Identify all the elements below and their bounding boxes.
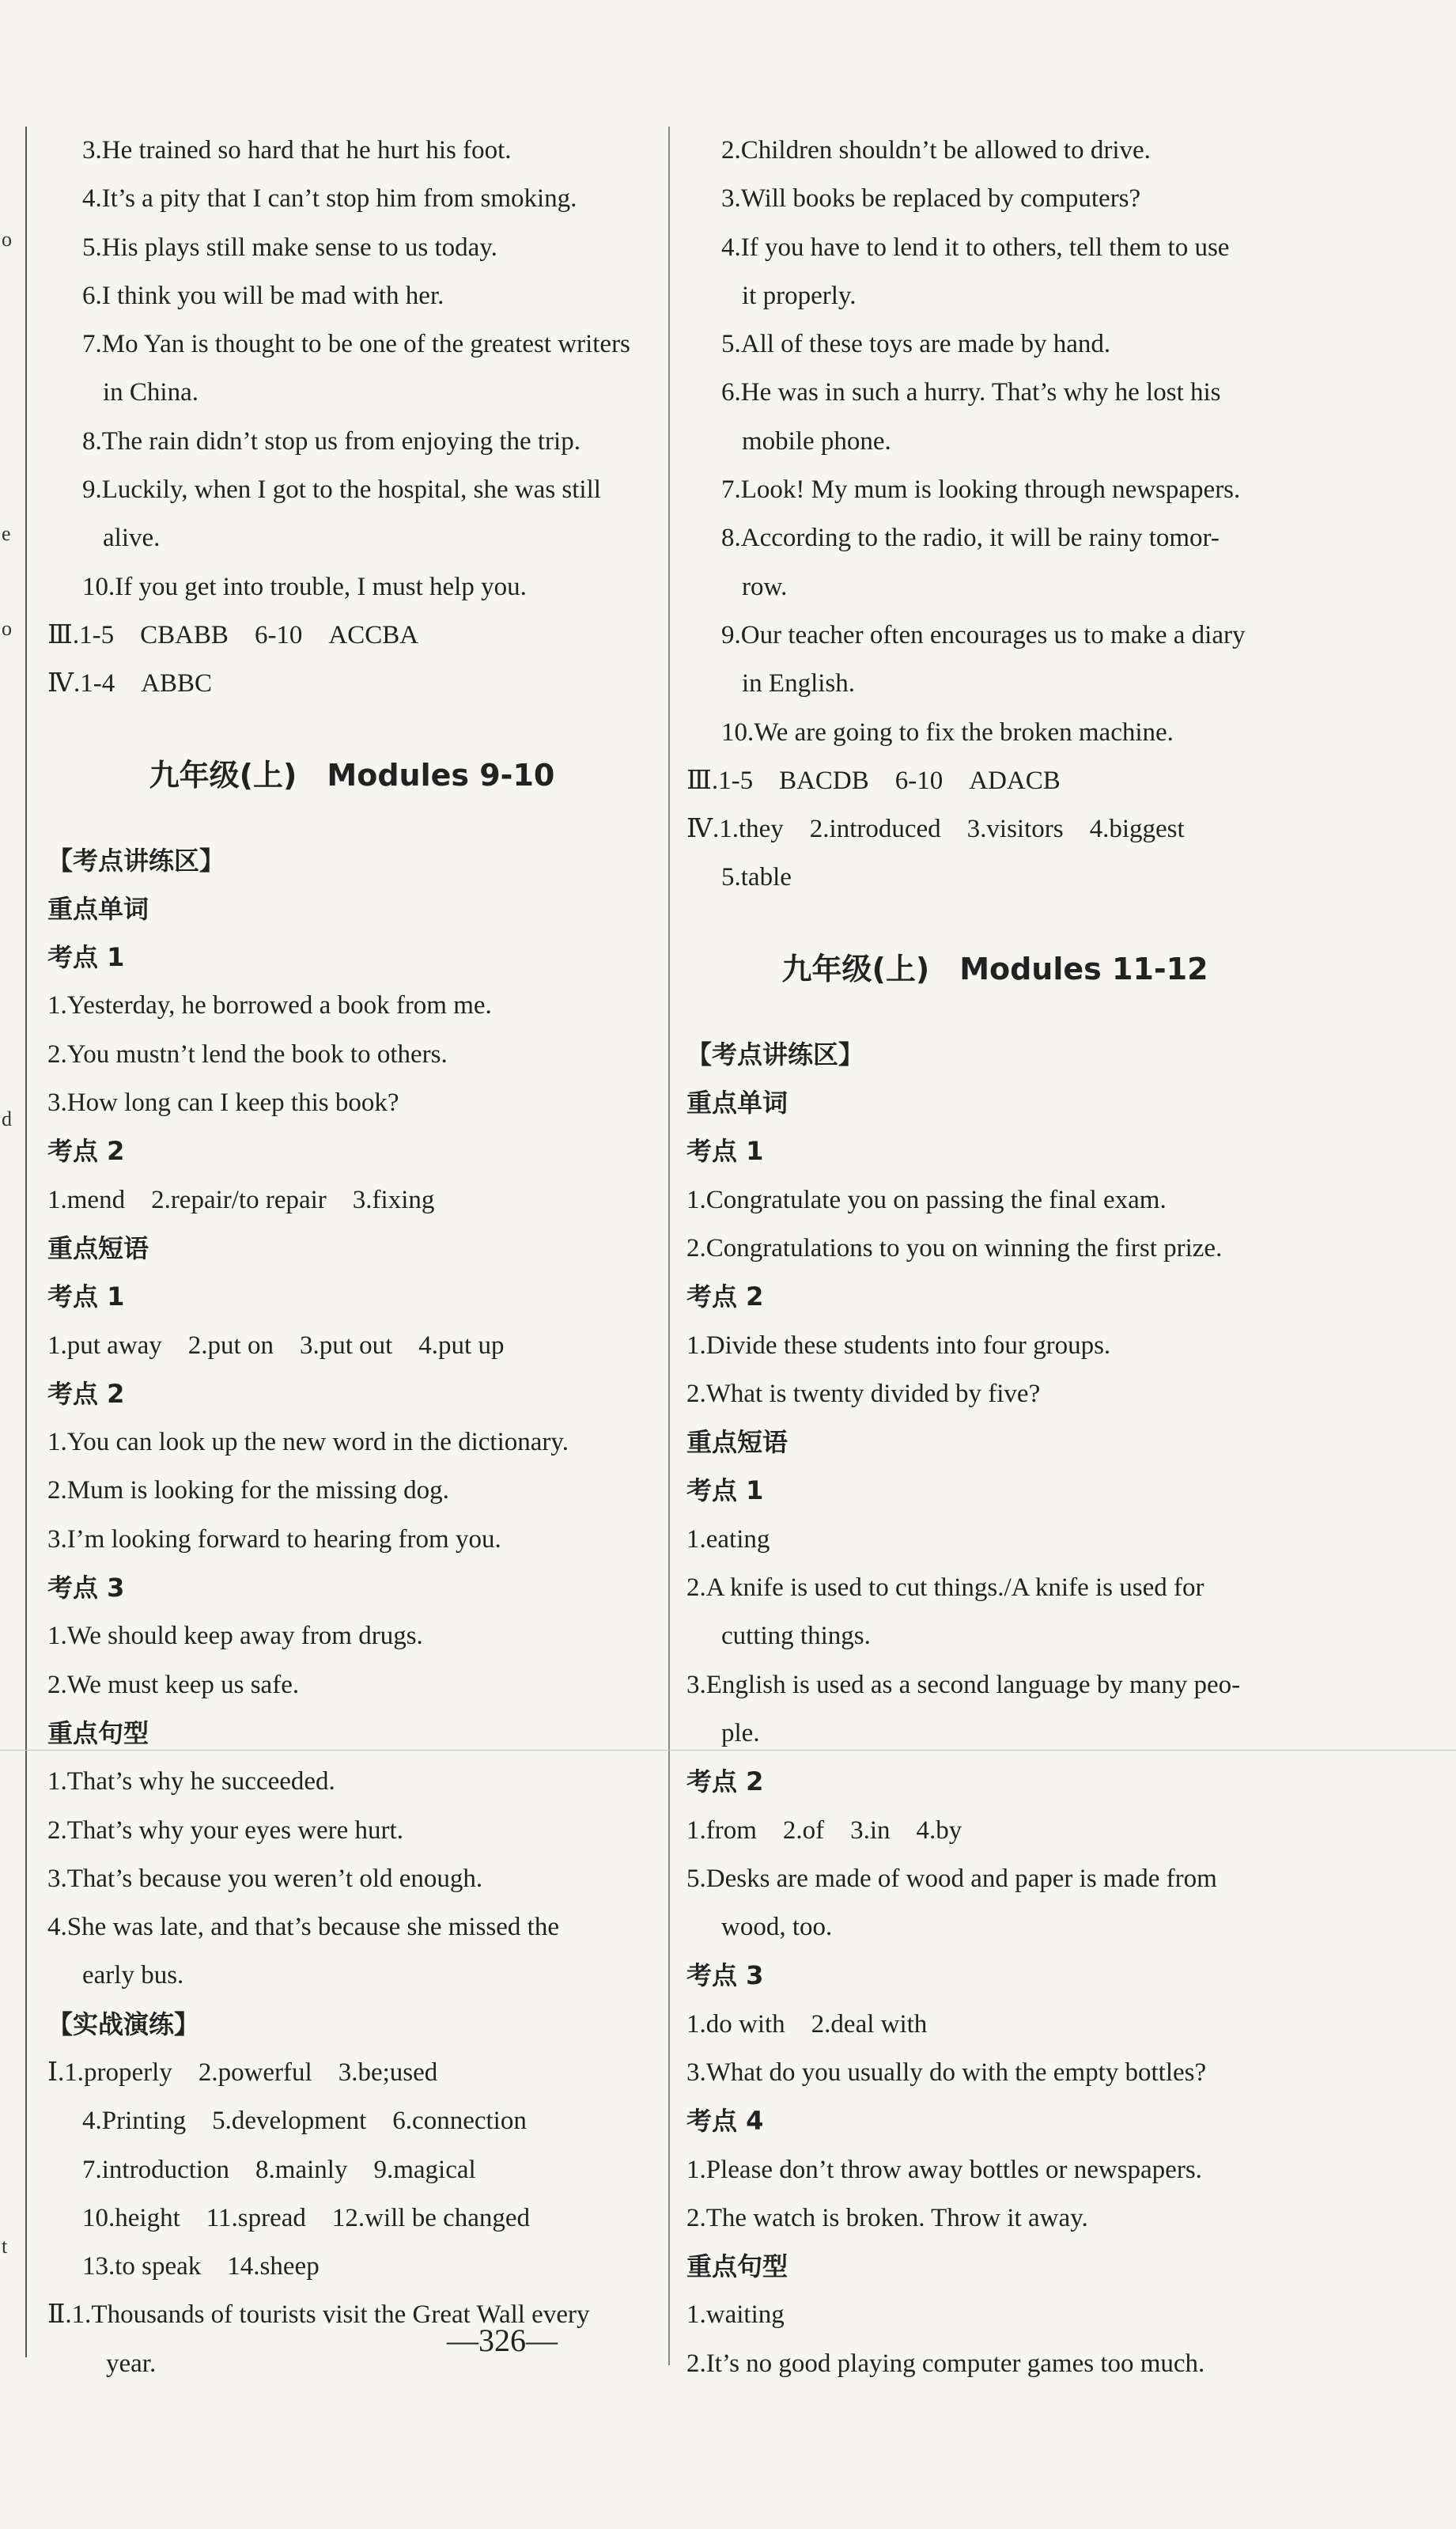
section-label: 考点 3 (686, 1960, 764, 1991)
left-answer-line: 1.That’s why he succeeded. (47, 1767, 335, 1796)
section-label: 考点 1 (686, 1136, 764, 1167)
section-label: 考点 1 (47, 942, 125, 973)
right-column (686, 127, 1303, 2388)
right-answer-line: 2.Children shouldn’t be allowed to drive. (721, 136, 1151, 165)
section-label: 考点 2 (686, 1766, 764, 1797)
section-label: 重点短语 (47, 1232, 149, 1263)
right-answer-line: 1.do with 2.deal with (686, 2009, 928, 2039)
left-answer-line: early bus. (82, 1961, 184, 1990)
right-answer-line: 1.Please don’t throw away bottles or newspapers. (686, 2155, 1202, 2184)
left-answer-line: 2.That’s why your eyes were hurt. (47, 1815, 403, 1845)
cropped-edge-char: d (2, 1107, 12, 1130)
section-label: 考点 2 (47, 1378, 125, 1409)
section-label: 重点单词 (47, 893, 149, 924)
right-answer-line: Ⅲ.1-5 BACDB 6-10 ADACB (686, 766, 1061, 795)
right-answer-line: 3.English is used as a second language by many peo- (686, 1670, 1241, 1699)
left-answer-line: 2.Mum is looking for the missing dog. (47, 1476, 449, 1505)
section-label: 考点 3 (47, 1573, 125, 1603)
right-answer-line: 2.What is twenty divided by five? (686, 1379, 1041, 1408)
right-answer-line: 10.We are going to fix the broken machine. (721, 717, 1174, 747)
cropped-edge-char: e (2, 522, 11, 545)
left-answer-line: 7.Mo Yan is thought to be one of the greatest writers (82, 330, 630, 359)
left-answer-line: year. (106, 2349, 157, 2378)
right-answer-line: 2.The watch is broken. Throw it away. (686, 2203, 1088, 2232)
cropped-edge-char: t (2, 2235, 8, 2258)
left-answer-line: 1.We should keep away from drugs. (47, 1622, 423, 1651)
left-answer-line: 2.You mustn’t lend the book to others. (47, 1039, 448, 1069)
right-answer-line: 5.All of these toys are made by hand. (721, 330, 1111, 359)
right-answer-line: 1.from 2.of 3.in 4.by (686, 1815, 962, 1845)
right-answer-line: 3.Will books be replaced by computers? (721, 184, 1141, 214)
left-answer-line: 13.to speak 14.sheep (82, 2252, 320, 2281)
section-label: 重点单词 (686, 1088, 789, 1119)
right-answer-line: 1.Congratulate you on passing the final exam. (686, 1185, 1167, 1214)
section-heading: 九年级(上) Modules 11-12 (781, 952, 1208, 987)
left-answer-line: 1.Yesterday, he borrowed a book from me. (47, 991, 492, 1020)
right-answer-line: 3.What do you usually do with the empty bottles? (686, 2058, 1207, 2087)
right-answer-line: mobile phone. (742, 426, 891, 456)
section-label: 【考点讲练区】 (686, 1039, 864, 1070)
left-answer-line: 9.Luckily, when I got to the hospital, she was still (82, 475, 601, 505)
left-answer-line: 3.He trained so hard that he hurt his foot. (82, 136, 512, 165)
section-heading: 九年级(上) Modules 9-10 (149, 758, 555, 793)
section-label: 重点句型 (47, 1717, 149, 1748)
left-answer-line: 3.How long can I keep this book? (47, 1088, 399, 1118)
right-answer-line: Ⅳ.1.they 2.introduced 3.visitors 4.biggest (686, 815, 1185, 844)
section-label: 【考点讲练区】 (47, 845, 225, 876)
right-answer-line: 1.waiting (686, 2300, 785, 2330)
section-label: 【实战演练】 (47, 2008, 200, 2039)
section-label: 重点句型 (686, 2251, 789, 2282)
left-answer-line: 1.put away 2.put on 3.put out 4.put up (47, 1331, 505, 1360)
right-answer-line: 5.Desks are made of wood and paper is made from (686, 1864, 1217, 1893)
section-label: 考点 1 (686, 1475, 764, 1506)
right-answer-line: wood, too. (721, 1913, 833, 1942)
section-label: 考点 1 (47, 1282, 125, 1312)
right-answer-line: 1.Divide these students into four groups. (686, 1331, 1111, 1360)
right-answer-line: 8.According to the radio, it will be rainy tomor- (721, 524, 1220, 553)
left-column (47, 127, 656, 2388)
right-answer-line: ple. (721, 1718, 760, 1747)
right-answer-line: 4.If you have to lend it to others, tell them to use (721, 233, 1230, 262)
cropped-edge-char: o (2, 228, 12, 251)
right-answer-line: 2.A knife is used to cut things./A knife is used for (686, 1573, 1205, 1603)
left-answer-line: 6.I think you will be mad with her. (82, 281, 444, 310)
right-answer-line: 9.Our teacher often encourages us to make a diary (721, 620, 1246, 649)
right-answer-line: it properly. (742, 281, 857, 310)
left-answer-line: 5.His plays still make sense to us today. (82, 233, 497, 262)
right-answer-line: 7.Look! My mum is looking through newspapers. (721, 475, 1241, 505)
left-answer-line: 10.If you get into trouble, I must help you. (82, 572, 527, 601)
left-answer-line: 10.height 11.spread 12.will be changed (82, 2203, 531, 2232)
right-answer-line: 2.Congratulations to you on winning the first prize. (686, 1233, 1223, 1263)
column-divider (668, 127, 670, 2365)
left-answer-line: 8.The rain didn’t stop us from enjoying the trip. (82, 426, 581, 456)
left-answer-line: 3.That’s because you weren’t old enough. (47, 1864, 483, 1893)
right-answer-line: cutting things. (721, 1622, 871, 1651)
section-label: 考点 2 (47, 1136, 125, 1167)
left-answer-line: 1.mend 2.repair/to repair 3.fixing (47, 1185, 435, 1214)
left-answer-line: alive. (103, 524, 161, 553)
left-answer-line: Ⅰ.1.properly 2.powerful 3.be;used (47, 2058, 438, 2087)
right-answer-line: 6.He was in such a hurry. That’s why he lost his (721, 378, 1221, 407)
left-answer-line: 1.You can look up the new word in the dictionary. (47, 1428, 569, 1457)
right-answer-line: 1.eating (686, 1524, 770, 1554)
left-answer-line: 4.She was late, and that’s because she missed the (47, 1913, 559, 1942)
left-answer-line: Ⅳ.1-4 ABBC (47, 669, 213, 699)
section-label: 重点短语 (686, 1427, 789, 1458)
page-number: —326— (447, 2323, 558, 2358)
left-answer-line: Ⅲ.1-5 CBABB 6-10 ACCBA (47, 620, 419, 649)
right-answer-line: in English. (742, 669, 856, 699)
left-answer-line: 4.It’s a pity that I can’t stop him from smoking. (82, 184, 577, 214)
left-answer-line: 4.Printing 5.development 6.connection (82, 2107, 527, 2136)
section-label: 考点 2 (686, 1282, 764, 1312)
left-answer-line: 7.introduction 8.mainly 9.magical (82, 2155, 476, 2184)
binding-gutter-line (25, 127, 27, 2357)
left-answer-line: in China. (103, 378, 199, 407)
right-answer-line: row. (742, 572, 788, 601)
right-answer-line: 2.It’s no good playing computer games too much. (686, 2349, 1205, 2378)
right-answer-line: 5.table (721, 863, 792, 892)
section-label: 考点 4 (686, 2106, 764, 2137)
cropped-edge-char: o (2, 617, 12, 640)
left-answer-line: 2.We must keep us safe. (47, 1670, 300, 1699)
left-answer-line: 3.I’m looking forward to hearing from you. (47, 1524, 501, 1554)
left-answer-line: Ⅱ.1.Thousands of tourists visit the Great Wall every (47, 2300, 590, 2330)
